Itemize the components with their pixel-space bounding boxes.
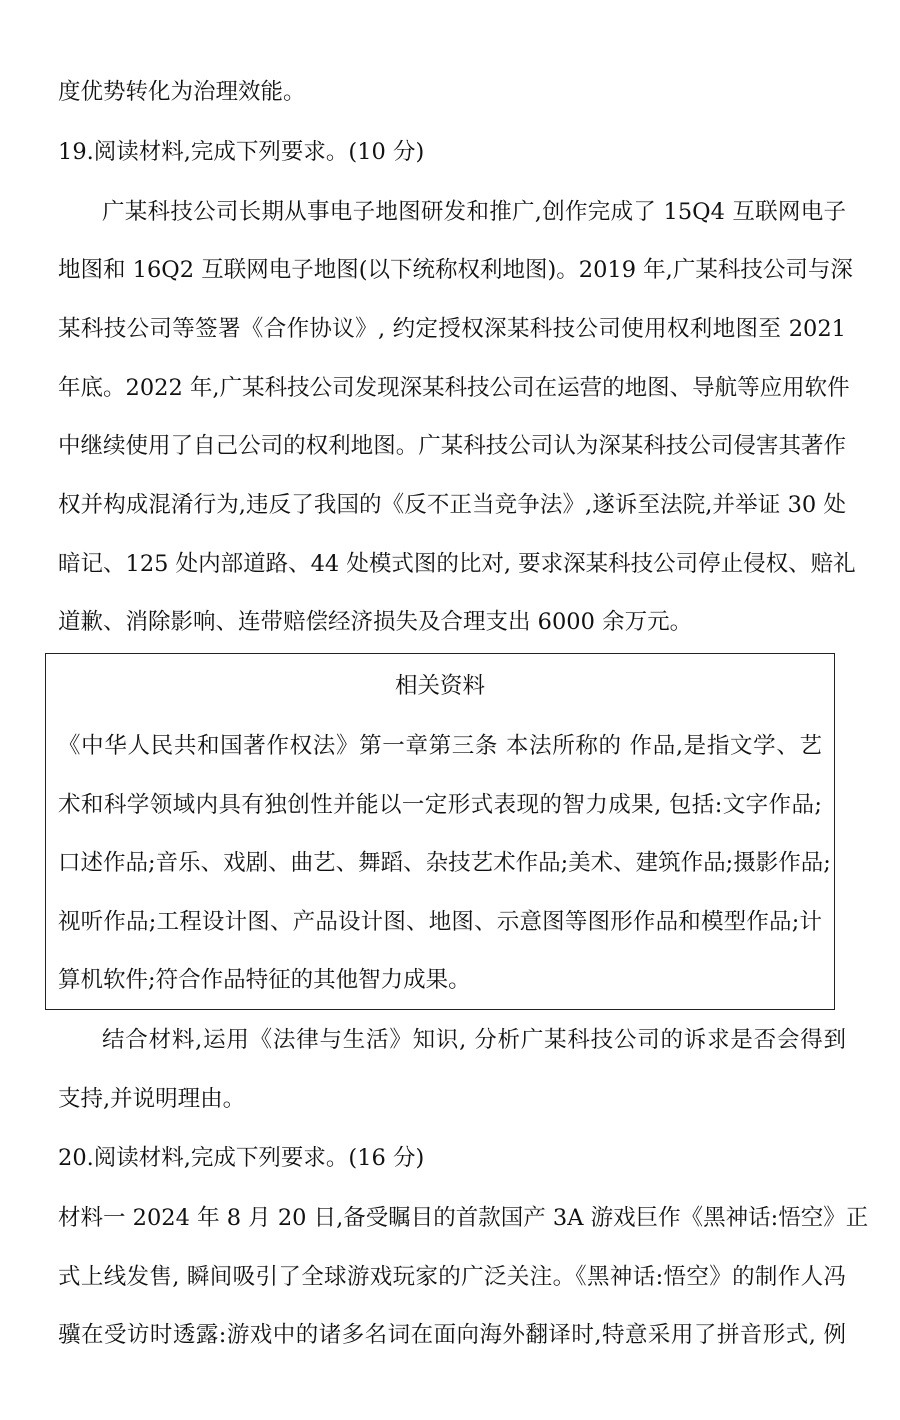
text-line: 地图和 16Q2 互联网电子地图(以下统称权利地图)。2019 年,广某科技公司与深 xyxy=(58,257,853,283)
box-text-line: 口述作品;音乐、戏剧、曲艺、舞蹈、杂技艺术作品;美术、建筑作品;摄影作品; xyxy=(58,850,831,876)
box-text-line: 视听作品;工程设计图、产品设计图、地图、示意图等图形作品和模型作品;计 xyxy=(58,909,822,935)
text-line: 中继续使用了自己公司的权利地图。广某科技公司认为深某科技公司侵害其著作 xyxy=(58,433,846,459)
text-line: 度优势转化为治理效能。 xyxy=(58,79,306,105)
question-20-header: 20.阅读材料,完成下列要求。(16 分) xyxy=(58,1145,425,1171)
text-line: 道歉、消除影响、连带赔偿经济损失及合理支出 6000 余万元。 xyxy=(58,609,693,635)
text-line: 某科技公司等签署《合作协议》, 约定授权深某科技公司使用权利地图至 2021 xyxy=(58,316,846,342)
text-line: 年底。2022 年,广某科技公司发现深某科技公司在运营的地图、导航等应用软件 xyxy=(58,375,850,401)
text-line: 骥在受访时透露:游戏中的诸多名词在面向海外翻译时,特意采用了拼音形式, 例 xyxy=(58,1322,846,1348)
box-text-line: 算机软件;符合作品特征的其他智力成果。 xyxy=(58,967,471,993)
reference-material-box xyxy=(45,653,835,1010)
text-line: 权并构成混淆行为,违反了我国的《反不正当竞争法》,遂诉至法院,并举证 30 处 xyxy=(58,492,846,518)
box-text-line: 术和科学领域内具有独创性并能以一定形式表现的智力成果, 包括:文字作品; xyxy=(58,792,822,818)
question-19-header: 19.阅读材料,完成下列要求。(10 分) xyxy=(58,139,425,165)
text-line: 结合材料,运用《法律与生活》知识, 分析广某科技公司的诉求是否会得到 xyxy=(102,1027,846,1053)
box-text-line: 《中华人民共和国著作权法》第一章第三条 本法所称的 作品,是指文学、艺 xyxy=(58,733,822,759)
text-line: 式上线发售, 瞬间吸引了全球游戏玩家的广泛关注。《黑神话:悟空》的制作人冯 xyxy=(58,1264,846,1290)
text-line: 广某科技公司长期从事电子地图研发和推广,创作完成了 15Q4 互联网电子 xyxy=(102,199,846,225)
text-line: 支持,并说明理由。 xyxy=(58,1086,246,1112)
box-title: 相关资料 xyxy=(394,673,485,699)
text-line: 材料一 2024 年 8 月 20 日,备受瞩目的首款国产 3A 游戏巨作《黑神话:悟空》正 xyxy=(58,1205,869,1231)
text-line: 暗记、125 处内部道路、44 处模式图的比对, 要求深某科技公司停止侵权、赔礼 xyxy=(58,551,856,577)
